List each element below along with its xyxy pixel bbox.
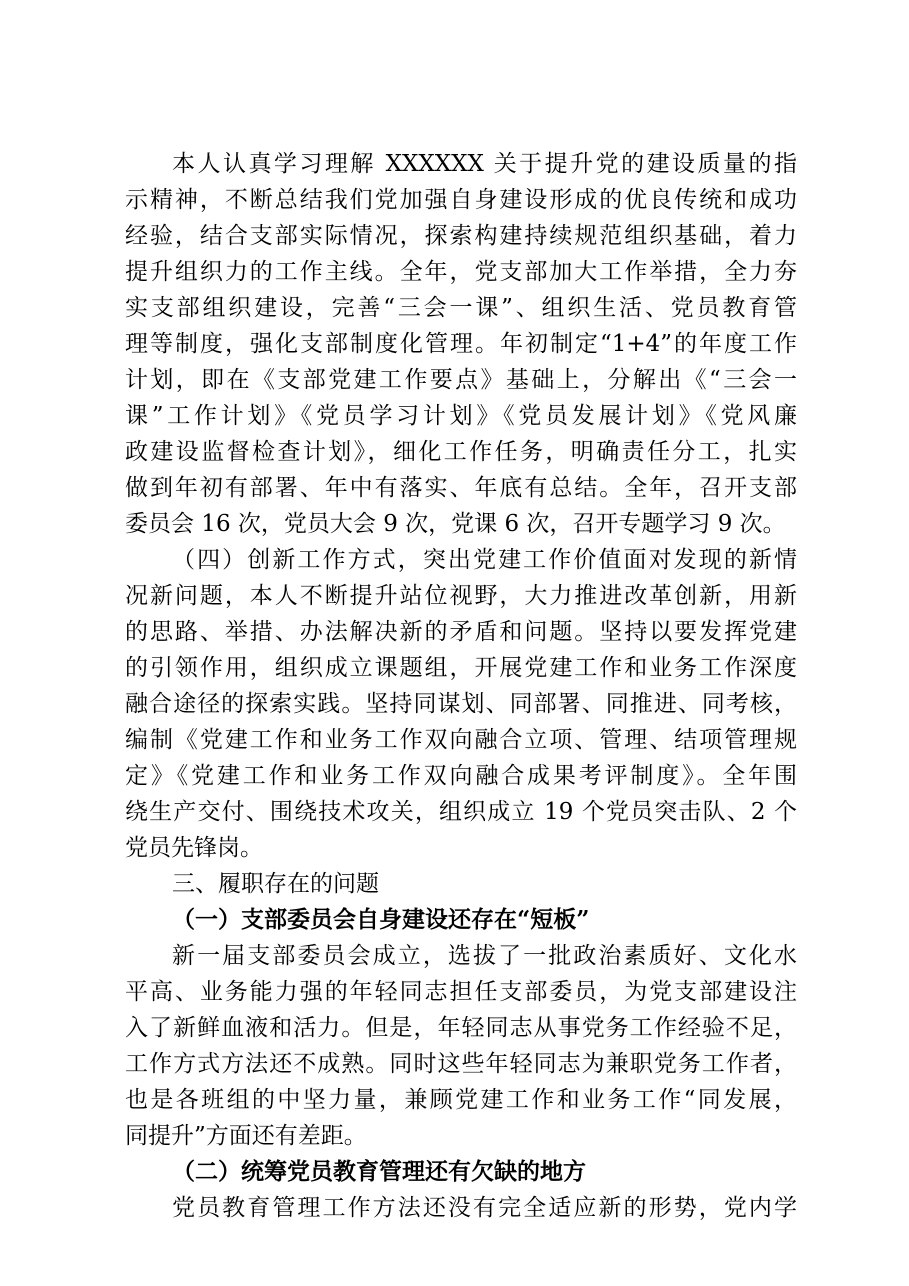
paragraph-2-line-5: 融合途径的探索实践。坚持同谋划、同部署、同推进、同考核， bbox=[125, 691, 797, 717]
paragraph-1-line-9: 政建设监督检查计划》，细化工作任务，明确责任分工，扎实 bbox=[125, 439, 797, 465]
subheading-2: （二）统筹党员教育管理还有欠缺的地方 bbox=[172, 1158, 586, 1185]
paragraph-3-line-5: 也是各班组的中坚力量，兼顾党建工作和业务工作“同发展， bbox=[125, 1087, 797, 1113]
paragraph-1-line-11: 委员会 16 次，党员大会 9 次，党课 6 次，召开专题学习 9 次。 bbox=[125, 511, 786, 537]
paragraph-2-line-6: 编制《党建工作和业务工作双向融合立项、管理、结项管理规 bbox=[125, 727, 797, 753]
paragraph-1-line-5: 实支部组织建设，完善“三会一课”、组织生活、党员教育管 bbox=[125, 295, 797, 321]
paragraph-1-line-10: 做到年初有部署、年中有落实、年底有总结。全年，召开支部 bbox=[125, 475, 797, 501]
paragraph-1-line-1: 本人认真学习理解 XXXXXX 关于提升党的建设质量的指 bbox=[172, 151, 797, 177]
paragraph-1-line-3: 经验，结合支部实际情况，探索构建持续规范组织基础，着力 bbox=[125, 223, 797, 249]
subheading-1: （一）支部委员会自身建设还存在“短板” bbox=[172, 906, 590, 933]
paragraph-1-line-6: 理等制度，强化支部制度化管理。年初制定“1+4”的年度工作 bbox=[125, 331, 797, 357]
paragraph-2-line-2: 况新问题，本人不断提升站位视野，大力推进改革创新，用新 bbox=[125, 583, 797, 609]
paragraph-2-line-9: 党员先锋岗。 bbox=[125, 835, 263, 861]
paragraph-3-line-4: 工作方式方法还不成熟。同时这些年轻同志为兼职党务工作者， bbox=[125, 1051, 797, 1077]
paragraph-3-line-1: 新一届支部委员会成立，选拔了一批政治素质好、文化水 bbox=[172, 943, 797, 969]
paragraph-2-line-1: （四）创新工作方式，突出党建工作价值面对发现的新情 bbox=[172, 547, 797, 573]
paragraph-3-line-6: 同提升”方面还有差距。 bbox=[125, 1123, 367, 1149]
section-heading: 三、履职存在的问题 bbox=[172, 871, 379, 897]
paragraph-2-line-3: 的思路、举措、办法解决新的矛盾和问题。坚持以要发挥党建 bbox=[125, 619, 797, 645]
paragraph-2-line-7: 定》《党建工作和业务工作双向融合成果考评制度》。全年围 bbox=[125, 763, 797, 789]
paragraph-3-line-2: 平高、业务能力强的年轻同志担任支部委员，为党支部建设注 bbox=[125, 979, 797, 1005]
paragraph-2-line-8: 绕生产交付、围绕技术攻关，组织成立 19 个党员突击队、2 个 bbox=[125, 799, 797, 825]
paragraph-1-line-8: 课”工作计划》《党员学习计划》《党员发展计划》《党风廉 bbox=[125, 403, 797, 429]
paragraph-1-line-7: 计划，即在《支部党建工作要点》基础上，分解出《“三会一 bbox=[125, 367, 797, 393]
paragraph-4-line-1: 党员教育管理工作方法还没有完全适应新的形势，党内学 bbox=[172, 1195, 797, 1221]
paragraph-1-line-2: 示精神，不断总结我们党加强自身建设形成的优良传统和成功 bbox=[125, 187, 797, 213]
paragraph-2-line-4: 的引领作用，组织成立课题组，开展党建工作和业务工作深度 bbox=[125, 655, 797, 681]
paragraph-3-line-3: 入了新鲜血液和活力。但是，年轻同志从事党务工作经验不足， bbox=[125, 1015, 797, 1041]
paragraph-1-line-4: 提升组织力的工作主线。全年，党支部加大工作举措，全力夯 bbox=[125, 259, 797, 285]
